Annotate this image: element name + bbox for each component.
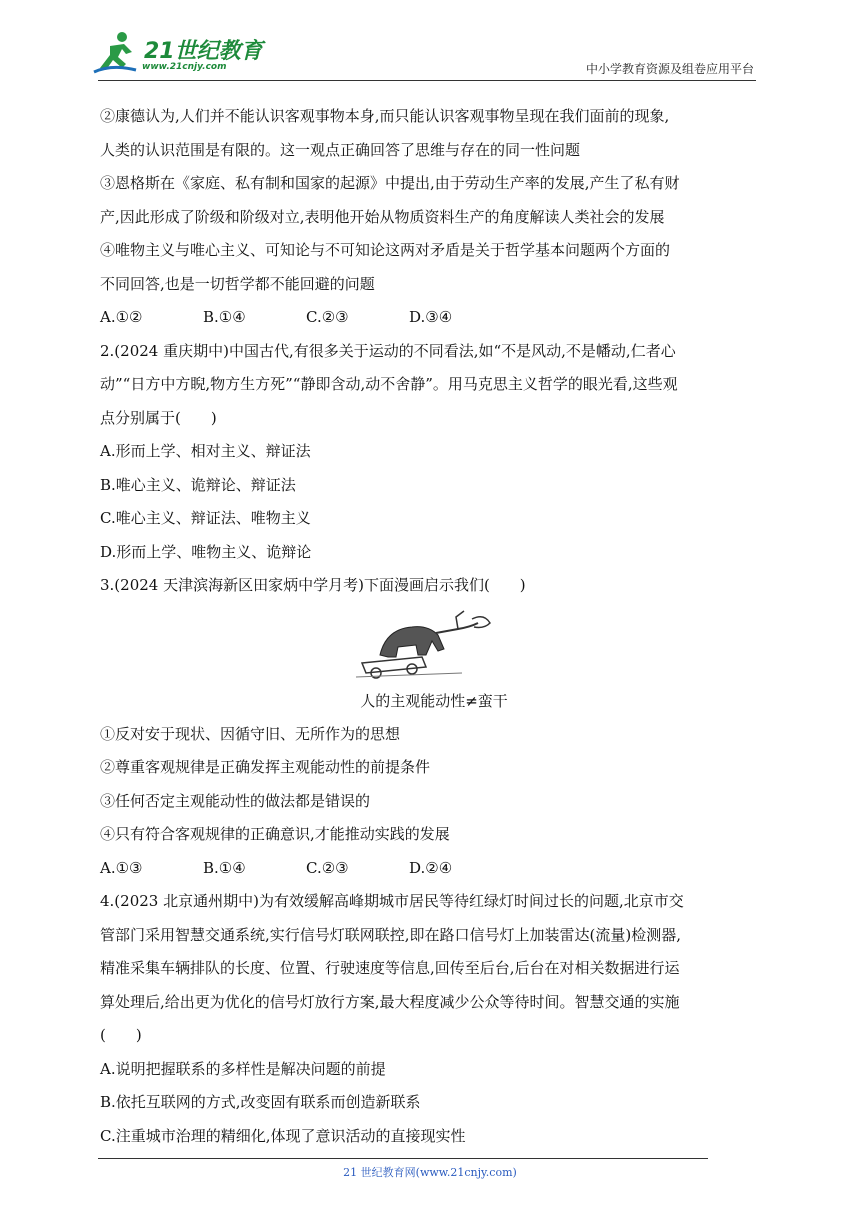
q4-option: B.依托互联网的方式,改变固有联系而创造新联系 (100, 1093, 421, 1111)
text-line: 产,因此形成了阶级和阶级对立,表明他开始从物质资料生产的角度解读人类社会的发展 (100, 207, 665, 226)
q4-stem: 管部门采用智慧交通系统,实行信号灯联网联控,即在路口信号灯上加装雷达(流量)检测器, (100, 925, 682, 944)
logo (92, 30, 292, 82)
logo-text: 21世纪教育 (144, 39, 263, 64)
text-line: 不同回答,也是一切哲学都不能回避的问题 (100, 274, 375, 293)
q1-options (100, 301, 768, 335)
option: A.①③ (100, 858, 143, 877)
q3-options (100, 852, 768, 886)
q4-stem: 4.(2023 北京通州期中)为有效缓解高峰期城市居民等待红绿灯时间过长的问题,北京市交 (100, 892, 684, 910)
footer-divider (98, 1158, 708, 1159)
q2-option: A.形而上学、相对主义、辩证法 (100, 442, 311, 460)
q4-stem: 算处理后,给出更为优化的信号灯放行方案,最大程度减少公众等待时间。智慧交通的实施 (100, 992, 680, 1011)
option: B.①④ (203, 308, 246, 326)
text-line: ③恩格斯在《家庭、私有制和国家的起源》中提出,由于劳动生产率的发展,产生了私有财 (100, 174, 680, 192)
footer-link[interactable]: 21 世纪教育网(www.21cnjy.com) (343, 1166, 517, 1179)
page-header (0, 0, 860, 90)
header-divider (98, 80, 756, 81)
q2-stem: 动”“日方中方睨,物方生方死”“静即含动,动不舍静”。用马克思主义哲学的眼光看,这些观 (100, 375, 678, 393)
q4-option: A.说明把握联系的多样性是解决问题的前提 (100, 1059, 386, 1078)
option: A.①② (100, 308, 143, 326)
document-body (100, 100, 768, 1153)
option: B.①④ (203, 858, 246, 877)
q3-stem: 3.(2024 天津滨海新区田家炳中学月考)下面漫画启示我们( ) (100, 576, 526, 594)
ox-plough-cartoon-icon (352, 605, 502, 681)
cartoon-figure (100, 603, 768, 685)
q4-stem: 精准采集车辆排队的长度、位置、行驶速度等信息,回传至后台,后台在对相关数据进行运 (100, 959, 680, 977)
cartoon-caption: 人的主观能动性≠蛮干 (360, 691, 508, 710)
q3-item: ④只有符合客观规律的正确意识,才能推动实践的发展 (100, 825, 450, 843)
text-line: 人类的认识范围是有限的。这一观点正确回答了思维与存在的同一性问题 (100, 140, 581, 159)
option: C.②③ (306, 308, 349, 326)
platform-name: 中小学教育资源及组卷应用平台 (585, 62, 754, 76)
q3-item: ③任何否定主观能动性的做法都是错误的 (100, 791, 371, 810)
q3-item: ②尊重客观规律是正确发挥主观能动性的前提条件 (100, 758, 431, 776)
q2-option: D.形而上学、唯物主义、诡辩论 (100, 542, 312, 561)
text-line: ④唯物主义与唯心主义、可知论与不可知论这两对矛盾是关于哲学基本问题两个方面的 (100, 241, 671, 259)
text-line: ②康德认为,人们并不能认识客观事物本身,而只能认识客观事物呈现在我们面前的现象, (100, 107, 670, 125)
runner-logo-icon (92, 30, 144, 76)
q4-stem: ( ) (100, 1026, 142, 1044)
q2-stem: 点分别属于( ) (100, 408, 217, 427)
q2-stem: 2.(2024 重庆期中)中国古代,有很多关于运动的不同看法,如“不是风动,不是幡动,仁者心 (100, 341, 676, 360)
option: D.②④ (409, 858, 453, 877)
logo-url: www.21cnjy.com (142, 62, 227, 72)
q2-option: B.唯心主义、诡辩论、辩证法 (100, 475, 296, 494)
option: C.②③ (306, 858, 349, 877)
option: D.③④ (409, 308, 453, 326)
q2-option: C.唯心主义、辩证法、唯物主义 (100, 509, 311, 527)
q4-option: C.注重城市治理的精细化,体现了意识活动的直接现实性 (100, 1126, 466, 1145)
q3-item: ①反对安于现状、因循守旧、无所作为的思想 (100, 724, 401, 743)
